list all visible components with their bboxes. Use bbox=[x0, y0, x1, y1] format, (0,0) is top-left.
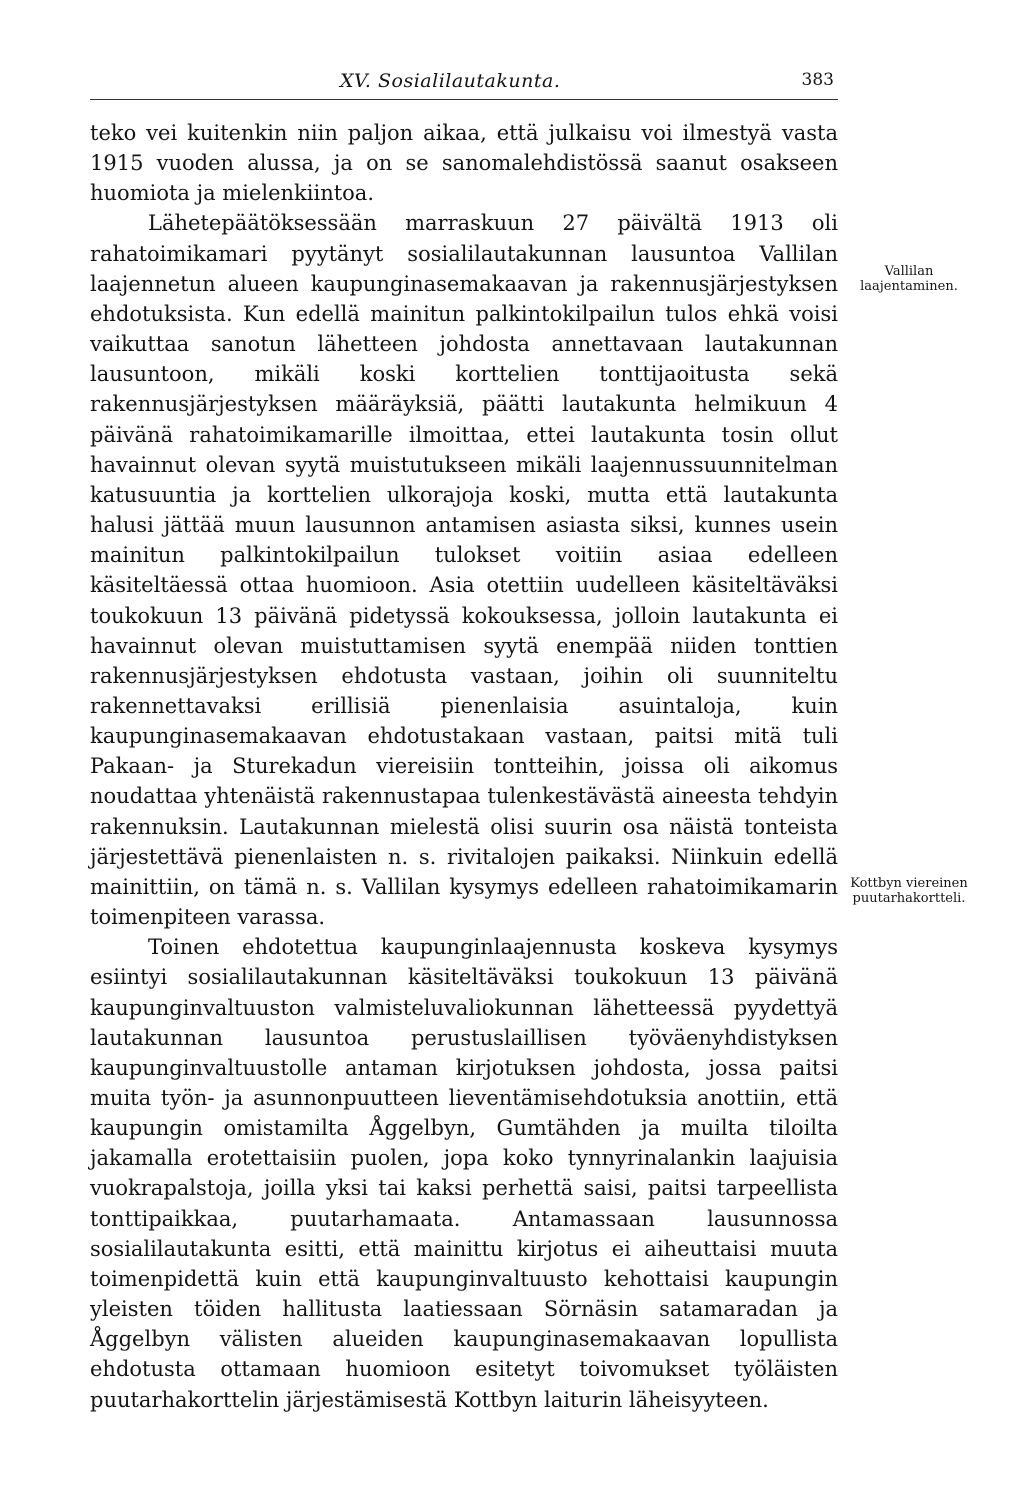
running-header bbox=[90, 70, 838, 96]
margin-note-vallila: Vallilan laajentaminen. bbox=[860, 264, 958, 294]
paragraph-3: Toinen ehdotettua kaupunginlaajennusta koskeva kysymys esiintyi sosialilautakunnan käsiteltäväksi toukokuun 13 päivänä kaupunginvaltuuston valmisteluvaliokunnan lähetteessä pyydettyä lautakunnan lausuntoa perustuslaillisen työväenyhdistyksen kaupunginvaltuustolle antaman kirjotuksen johdosta, jossa paitsi muita työn- ja asunnonpuutteen lieventämisehdotuksia anottiin, että kaupungin omistamilta Åggelbyn, Gumtähden ja muilta tiloilta jakamalla erotettaisiin puolen, jopa koko tynnyrinalankin laajuisia vuokrapalstoja, joilla yksi tai kaksi perhettä saisi, paitsi tarpeellista tonttipaikkaa, puutarhamaata. Antamassaan lausunnossa sosialilautakunta esitti, että mainittu kirjotus ei aiheuttaisi muuta toimenpidettä kuin että kaupunginvaltuusto kehottaisi kaupungin yleisten töiden hallitusta laatiessaan Sörnäsin satamaradan ja Åggelbyn välisten alueiden kaupunginasemakaavan lopullista ehdotusta ottamaan huomioon esitetyt toivomukset työläisten puutarhakorttelin järjestämisestä Kottbyn laiturin läheisyyteen. bbox=[90, 935, 838, 1412]
body-text bbox=[90, 118, 838, 1415]
chapter-title: XV. Sosialilautakunta. bbox=[340, 70, 561, 92]
paragraph-1: teko vei kuitenkin niin paljon aikaa, että julkaisu voi ilmestyä vasta 1915 vuoden alussa, ja on se sanomalehdistössä saanut osakseen huomiota ja mielenkiintoa. bbox=[90, 121, 838, 206]
header-rule bbox=[90, 99, 838, 100]
page-number: 383 bbox=[801, 70, 834, 90]
margin-note-kottby: Kottbyn viereinen puutarhakortteli. bbox=[850, 876, 968, 906]
paragraph-2: Lähetepäätöksessään marraskuun 27 päivältä 1913 oli rahatoimikamari pyytänyt sosialilautakunnan lausuntoa Vallilan laajennetun alueen kaupunginasemakaavan ja rakennusjärjestyksen ehdotuksista. Kun edellä mainitun palkintokilpailun tulos ehkä voisi vaikuttaa sanotun lähetteen johdosta annettavaan lautakunnan lausuntoon, mikäli koski korttelien tonttijaoitusta sekä rakennusjärjestyksen määräyksiä, päätti lautakunta helmikuun 4 päivänä rahatoimikamarille ilmoittaa, ettei lautakunta tosin ollut havainnut olevan syytä muistutukseen mikäli laajennussuunnitelman katusuuntia ja korttelien ulkorajoja koski, mutta että lautakunta halusi jättää muun lausunnon antamisen asiasta siksi, kunnes usein mainitun palkintokilpailun tulokset voitiin asiaa edelleen käsiteltäessä ottaa huomioon. Asia otettiin uudelleen käsiteltäväksi toukokuun 13 päivänä pidetyssä kokouksessa, jolloin lautakunta ei havainnut olevan muistuttamisen syytä enempää niiden tonttien rakennusjärjestyksen ehdotusta vastaan, joihin oli suunniteltu rakennettavaksi erillisiä pienenlaisia asuintaloja, kuin kaupunginasemakaavan ehdotustakaan vastaan, paitsi mitä tuli Pakaan- ja Sturekadun viereisiin tontteihin, joissa oli aikomus noudattaa yhtenäistä rakennustapaa tulenkestävästä aineesta tehdyin rakennuksin. Lautakunnan mielestä olisi suurin osa näistä tonteista järjestettävä pienenlaisten n. s. rivitalojen paikaksi. Niinkuin edellä mainittiin, on tämä n. s. Vallilan kysymys edelleen rahatoimikamarin toimenpiteen varassa. bbox=[90, 211, 838, 930]
